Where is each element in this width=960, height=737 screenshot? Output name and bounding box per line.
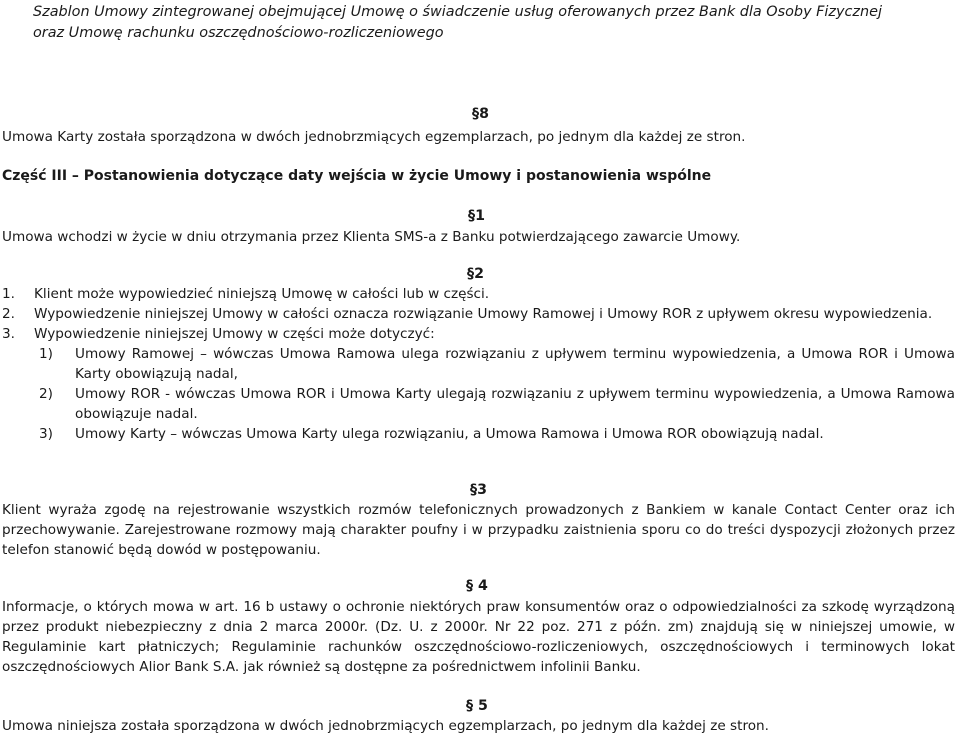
header-line-1: Szablon Umowy zintegrowanej obejmującej Umowę o świadczenie usług oferowanych przez Bank dla Osoby Fizycznej	[33, 4, 882, 20]
part-3-title: Część III – Postanowienia dotyczące daty wejścia w życie Umowy i postanowienia wspólne	[2, 168, 712, 184]
list-item	[2, 304, 955, 324]
paragraph-5-text: Umowa niniejsza została sporządzona w dwóch jednobrzmiących egzemplarzach, po jednym dla każdej ze stron.	[2, 718, 769, 734]
sub-list-item-text: Umowy Karty – wówczas Umowa Karty ulega rozwiązaniu, a Umowa Ramowa i Umowa ROR obowiązują nadal.	[75, 426, 824, 442]
paragraph-2-list	[2, 284, 955, 444]
sub-list-item-number: 1)	[39, 346, 53, 362]
paragraph-4-heading: § 4	[466, 578, 488, 594]
sub-list-item-number: 2)	[39, 386, 53, 402]
sub-list-item-text: Umowy ROR - wówczas Umowa ROR i Umowa Karty ulegają rozwiązaniu z upływem terminu wypowiedzenia, a Umowa Ramowa obowiązuje nadal.	[75, 386, 955, 422]
section-8-text: Umowa Karty została sporządzona w dwóch jednobrzmiących egzemplarzach, po jednym dla każdej ze stron.	[2, 129, 746, 145]
sub-list-item	[2, 424, 955, 444]
sub-list-item	[2, 384, 955, 424]
list-item-text: Wypowiedzenie niniejszej Umowy w całości oznacza rozwiązanie Umowy Ramowej i Umowy ROR z upływem okresu wypowiedzenia.	[34, 306, 933, 322]
paragraph-5-heading: § 5	[466, 698, 488, 714]
list-item-text: Klient może wypowiedzieć niniejszą Umowę w całości lub w części.	[34, 286, 490, 302]
list-item	[2, 284, 955, 304]
section-8-heading: §8	[472, 106, 489, 122]
paragraph-1-heading: §1	[468, 208, 485, 224]
paragraph-3-text: Klient wyraża zgodę na rejestrowanie wszystkich rozmów telefonicznych prowadzonych z Bankiem w kanale Contact Center oraz ich przechowywanie. Zarejestrowane rozmowy mają charakter poufny i w przypadku zaistnienia sporu co do treści dyspozycji złożonych przez telefon stanowić będą dowód w postępowaniu.	[2, 502, 955, 558]
paragraph-1-text: Umowa wchodzi w życie w dniu otrzymania przez Klienta SMS-a z Banku potwierdzającego zawarcie Umowy.	[2, 229, 741, 245]
list-item-text: Wypowiedzenie niniejszej Umowy w części może dotyczyć:	[34, 326, 435, 342]
sub-list-item	[2, 344, 955, 384]
list-item-number: 1.	[2, 286, 15, 302]
sub-list-item-number: 3)	[39, 426, 53, 442]
list-item-number: 3.	[2, 326, 15, 342]
list-item-number: 2.	[2, 306, 15, 322]
paragraph-4-text: Informacje, o których mowa w art. 16 b ustawy o ochronie niektórych praw konsumentów oraz o odpowiedzialności za szkodę wyrządzoną przez produkt niebezpieczny z dnia 2 marca 2000r. (Dz. U. z 2000r. Nr 22 poz. 271 z późn. zm) znajdują się w niniejszej umowie, w Regulaminie kart płatniczych; Regulaminie rachunków oszczędnościowo-rozliczeniowych, oszczędnościowych i terminowych lokat oszczędnościowych Alior Bank S.A. jak również są dostępne za pośrednictwem infolinii Banku.	[2, 599, 955, 675]
header-line-2: oraz Umowę rachunku oszczędnościowo-rozliczeniowego	[33, 25, 444, 41]
list-item	[2, 324, 955, 344]
paragraph-3-heading: §3	[470, 482, 487, 498]
sub-list-item-text: Umowy Ramowej – wówczas Umowa Ramowa ulega rozwiązaniu z upływem terminu wypowiedzenia, a Umowa ROR i Umowa Karty obowiązują nadal,	[75, 346, 955, 382]
document-header	[33, 2, 953, 44]
paragraph-2-heading: §2	[467, 266, 484, 282]
